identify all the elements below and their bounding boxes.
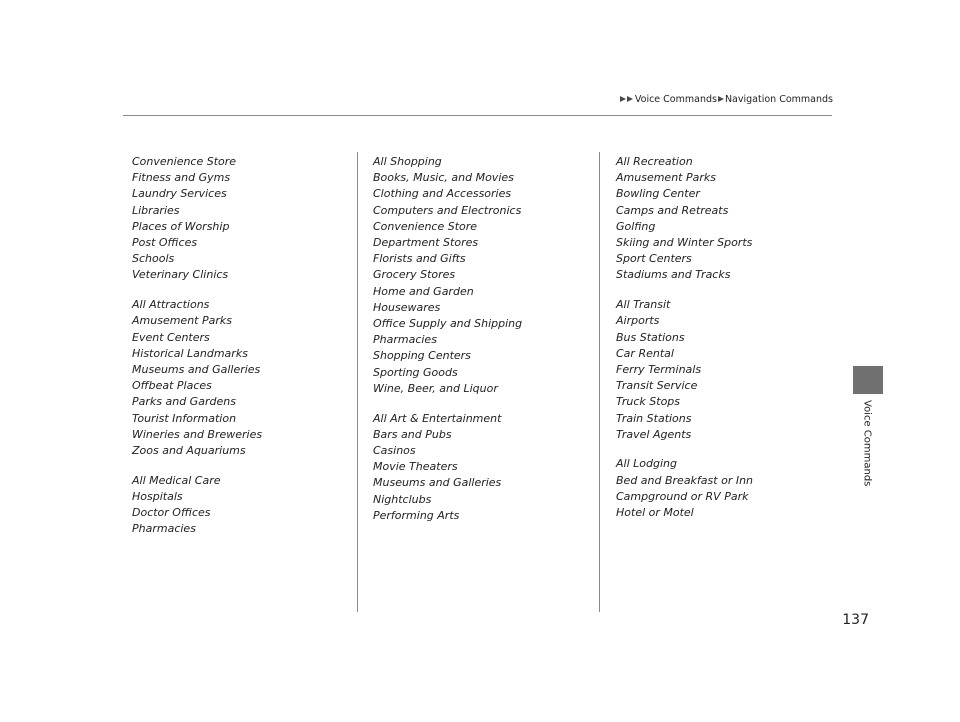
list-item: All Recreation — [616, 155, 693, 168]
list-item: Fitness and Gyms — [132, 171, 231, 185]
category-group — [373, 154, 593, 397]
category-group — [616, 154, 836, 284]
list-item: Movie Theaters — [373, 460, 458, 474]
list-item: Tourist Information — [132, 411, 237, 425]
list-item: Parks and Gardens — [132, 395, 236, 409]
list-item: Airports — [616, 314, 660, 328]
list-item: Travel Agents — [616, 427, 692, 441]
column-divider — [357, 152, 358, 612]
list-item: Laundry Services — [132, 187, 227, 201]
list-item: Doctor Offices — [132, 506, 211, 520]
list-item: Computers and Electronics — [373, 203, 522, 217]
category-group — [132, 154, 352, 284]
list-item: Pharmacies — [373, 333, 437, 347]
list-item: Convenience Store — [132, 155, 237, 168]
column-divider — [599, 152, 600, 612]
list-item: Department Stores — [373, 236, 479, 250]
list-item: Hotel or Motel — [616, 506, 694, 520]
section-tab-text: Voice Commands — [861, 400, 873, 487]
list-item: Golfing — [616, 219, 656, 233]
list-item: Sporting Goods — [373, 365, 458, 379]
category-group — [132, 297, 352, 459]
list-item: Car Rental — [616, 346, 674, 360]
list-item: Bus Stations — [616, 330, 685, 344]
list-item: Amusement Parks — [616, 171, 716, 185]
category-heading: All Art & Entertainment — [373, 411, 502, 425]
page-number: 137 — [842, 612, 869, 628]
list-item: Amusement Parks — [132, 314, 232, 328]
list-item: Train Stations — [616, 411, 692, 425]
list-item: Bars and Pubs — [373, 427, 452, 441]
list-item: Museums and Galleries — [373, 476, 502, 490]
list-item: Camps and Retreats — [616, 203, 729, 217]
list-item: Bed and Breakfast or Inn — [616, 473, 754, 487]
list-item: Schools — [132, 252, 175, 266]
category-heading: All Transit — [616, 298, 671, 312]
list-item: Books, Music, and Movies — [373, 171, 514, 185]
list-item: Museums and Galleries — [132, 362, 261, 376]
breadcrumb-section: Voice Commands — [634, 94, 717, 105]
list-item: Zoos and Aquariums — [132, 443, 246, 457]
list-item: Convenience Store — [373, 219, 478, 233]
breadcrumb-subsection: Navigation Commands — [724, 94, 833, 105]
list-item: Hospitals — [132, 489, 183, 503]
column-right — [616, 154, 836, 535]
list-item: Bowling Center — [616, 187, 700, 201]
category-group — [616, 297, 836, 443]
list-item: Wineries and Breweries — [132, 427, 263, 441]
list-item: Wine, Beer, and Liquor — [373, 381, 498, 395]
list-item: Grocery Stores — [373, 268, 456, 282]
list-item: All Shopping — [373, 155, 442, 168]
list-item: Historical Landmarks — [132, 346, 248, 360]
list-item: Shopping Centers — [373, 349, 471, 363]
category-group — [373, 411, 593, 524]
list-item: Home and Garden — [373, 284, 474, 298]
column-middle — [373, 154, 593, 537]
section-tab-label — [855, 400, 879, 510]
list-item: Sport Centers — [616, 252, 692, 266]
list-item: Places of Worship — [132, 219, 230, 233]
list-item: Performing Arts — [373, 508, 460, 522]
list-item: Housewares — [373, 300, 441, 314]
column-left — [132, 154, 352, 551]
list-item: Casinos — [373, 443, 416, 457]
list-item: Campground or RV Park — [616, 489, 749, 503]
list-item: Nightclubs — [373, 492, 432, 506]
list-item: Post Offices — [132, 236, 198, 250]
list-item: Offbeat Places — [132, 379, 212, 393]
category-heading: All Medical Care — [132, 473, 221, 487]
list-item: Libraries — [132, 203, 180, 217]
list-item: Transit Service — [616, 379, 698, 393]
list-item: Veterinary Clinics — [132, 268, 229, 282]
list-item: Clothing and Accessories — [373, 187, 512, 201]
list-item: Pharmacies — [132, 522, 196, 536]
header-divider — [123, 115, 832, 116]
list-item: Truck Stops — [616, 395, 681, 409]
arrow-right-icon — [627, 96, 633, 102]
arrow-right-icon — [620, 96, 626, 102]
list-item: Stadiums and Tracks — [616, 268, 731, 282]
category-heading: All Attractions — [132, 298, 210, 312]
list-item: Ferry Terminals — [616, 362, 702, 376]
list-item: Office Supply and Shipping — [373, 317, 523, 331]
list-item: Event Centers — [132, 330, 210, 344]
list-item: Florists and Gifts — [373, 252, 466, 266]
section-tab — [853, 366, 883, 394]
category-heading: All Lodging — [616, 457, 677, 471]
arrow-right-icon — [718, 96, 724, 102]
list-item: Skiing and Winter Sports — [616, 236, 753, 250]
breadcrumb — [620, 94, 833, 105]
category-group — [132, 473, 352, 538]
category-group — [616, 456, 836, 521]
